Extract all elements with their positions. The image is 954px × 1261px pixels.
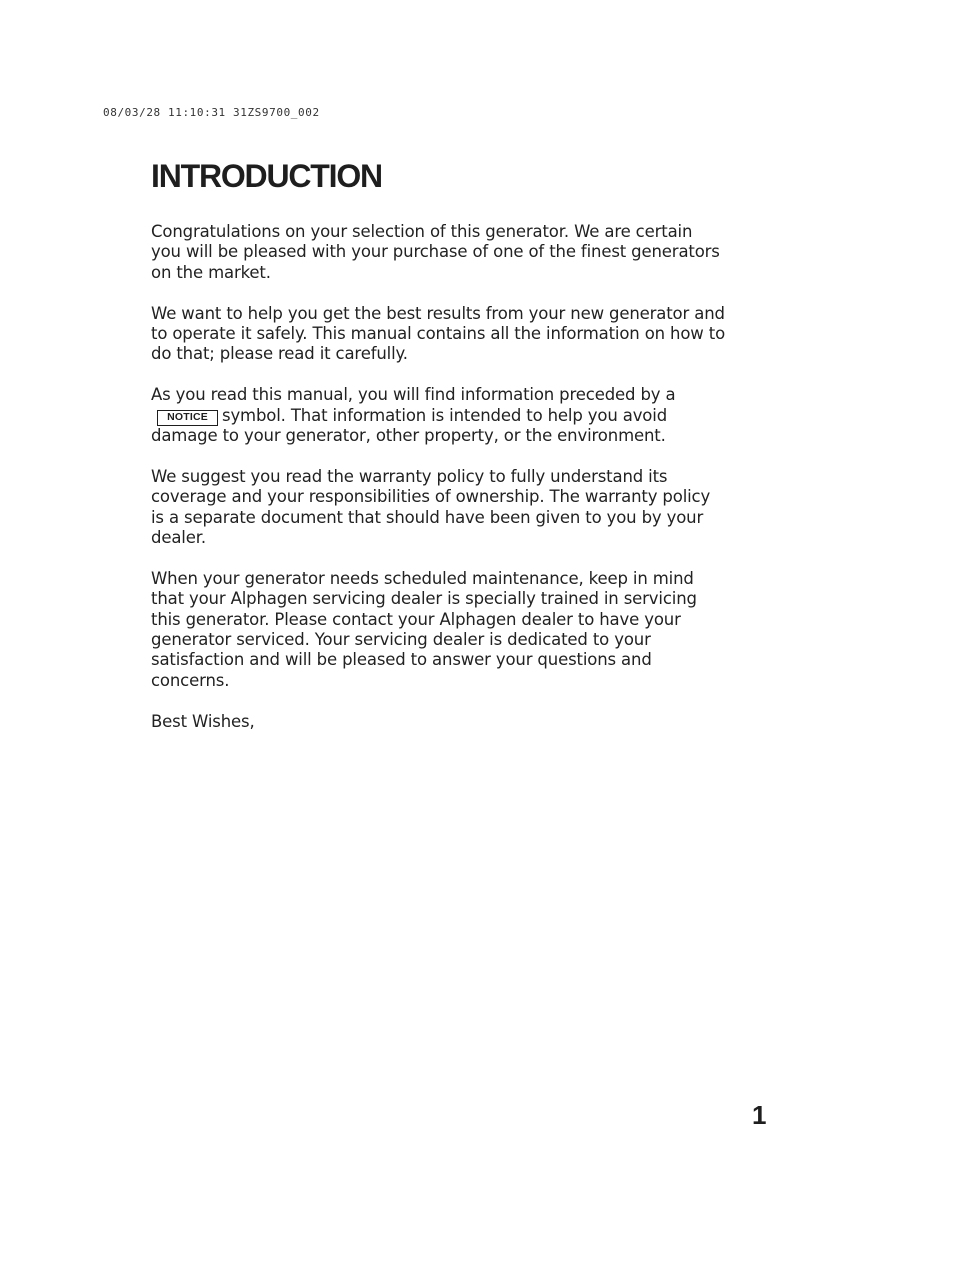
- text-line: As you read this manual, you will find information preceded by a: [151, 385, 676, 405]
- text-line: damage to your generator, other property, or the environment.: [151, 426, 666, 446]
- text-line: is a separate document that should have been given to you by your: [151, 507, 704, 527]
- text-line: on the market.: [151, 262, 271, 282]
- text-line: Congratulations on your selection of this generator. We are certain: [151, 222, 693, 241]
- text-line: do that; please read it carefully.: [151, 344, 408, 364]
- print-stamp: 08/03/28 11:10:31 31ZS9700_002: [103, 106, 320, 119]
- text-line: satisfaction and will be pleased to answer your questions and: [151, 650, 652, 670]
- text-line: We want to help you get the best results from your new generator and: [151, 303, 725, 323]
- text-line: When your generator needs scheduled maintenance, keep in mind: [151, 568, 694, 588]
- text-line: dealer.: [151, 528, 206, 548]
- paragraph-notice-info: [151, 385, 776, 446]
- text-line: to operate it safely. This manual contains all the information on how to: [151, 324, 726, 344]
- text-line: concerns.: [151, 670, 230, 690]
- text-line: this generator. Please contact your Alphagen dealer to have your: [151, 609, 681, 629]
- paragraph-congratulations: [151, 222, 776, 283]
- text-line: We suggest you read the warranty policy to fully understand its: [151, 466, 668, 486]
- text-line: coverage and your responsibilities of ownership. The warranty policy: [151, 487, 711, 507]
- paragraph-maintenance: [151, 569, 776, 691]
- text-fragment: symbol. That information is intended to help you avoid: [222, 405, 668, 425]
- text-line-with-badge: [151, 406, 776, 426]
- page-title: INTRODUCTION: [151, 158, 382, 194]
- text-line: you will be pleased with your purchase of one of the finest generators: [151, 242, 720, 262]
- paragraph-best-results: [151, 304, 776, 365]
- text-line: that your Alphagen servicing dealer is specially trained in servicing: [151, 589, 697, 609]
- page-number: 1: [752, 1100, 767, 1130]
- text-line: generator serviced. Your servicing dealer is dedicated to your: [151, 630, 651, 650]
- body-text: [151, 222, 776, 752]
- closing-line: Best Wishes,: [151, 711, 255, 731]
- paragraph-closing: [151, 712, 776, 732]
- notice-badge-icon: NOTICE: [157, 410, 218, 426]
- paragraph-warranty: [151, 467, 776, 549]
